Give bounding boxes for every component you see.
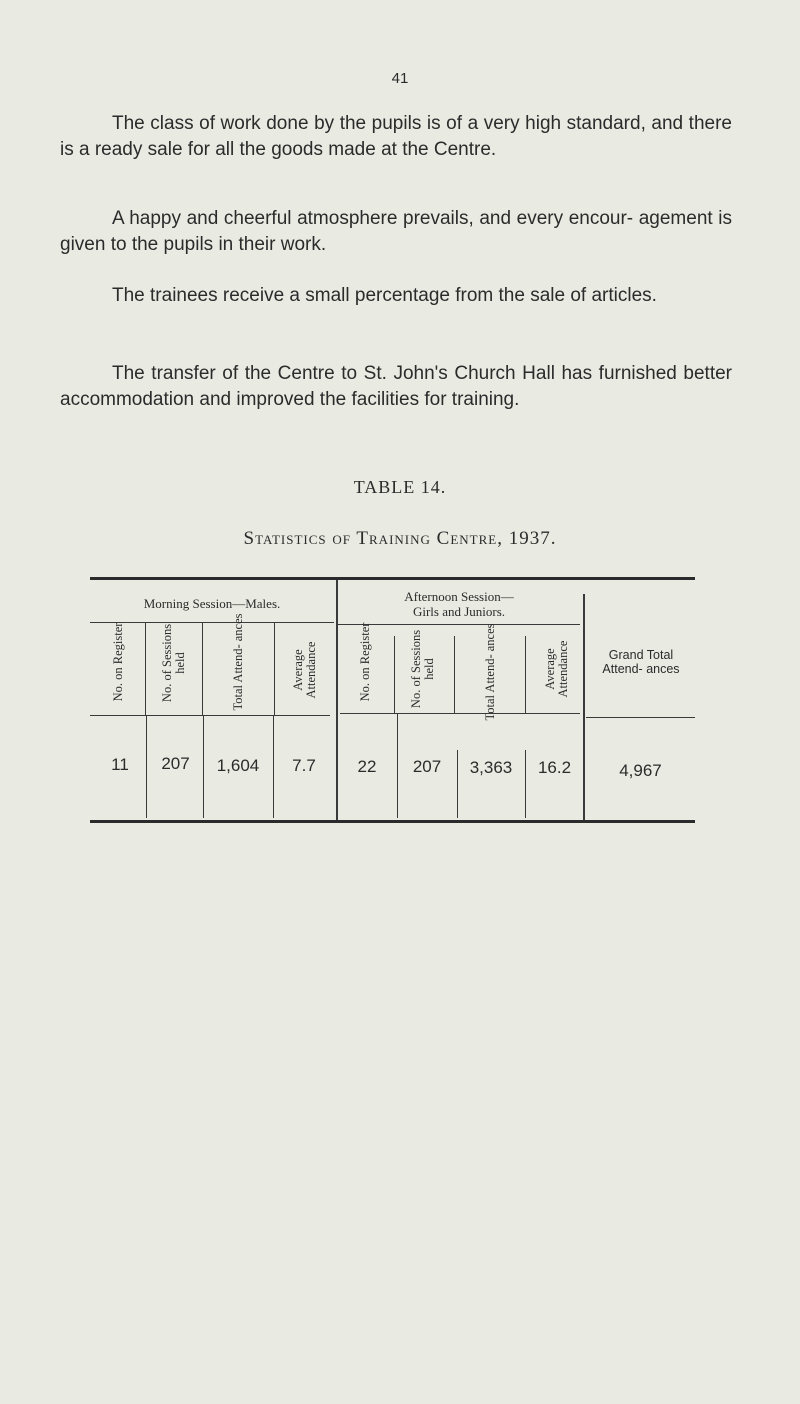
morning-data-divider-1 bbox=[146, 715, 147, 818]
morning-total-attendances-value: 1,604 bbox=[216, 756, 260, 775]
paragraph-transfer-of-centre: The transfer of the Centre to St. John's Church Hall has furnished better accommodation and improved the facilities for training. bbox=[60, 363, 732, 410]
afternoon-average-attendance-value: 16.2 bbox=[537, 758, 572, 777]
afternoon-header-line2: Girls and Juniors. bbox=[412, 604, 506, 619]
afternoon-no-of-sessions-value: 207 bbox=[412, 757, 442, 776]
morning-no-of-sessions-value: 207 bbox=[161, 754, 190, 773]
header-afternoon-average-attendance: Average Attendance bbox=[543, 640, 570, 698]
paragraph-class-of-work: The class of work done by the pupils is of a very high standard, and there is a ready sale for all the goods made at the Centre. bbox=[60, 113, 732, 160]
header-morning-average-attendance: Average Attendance bbox=[291, 641, 318, 699]
header-afternoon-total-attendances: Total Attend- ances bbox=[482, 623, 497, 721]
morning-no-on-register-value: 11 bbox=[111, 755, 129, 774]
header-afternoon-no-on-register: No. on Register bbox=[357, 622, 372, 702]
table-caption: Statistics of Training Centre, 1937. bbox=[243, 528, 557, 549]
header-afternoon-no-of-sessions: No. of Sessions held bbox=[409, 629, 436, 709]
afternoon-no-on-register-value: 22 bbox=[357, 757, 377, 776]
afternoon-header-line1: Afternoon Session— bbox=[404, 589, 514, 604]
header-grand-total-attendances: Grand Total Attend- ances bbox=[602, 648, 680, 676]
afternoon-total-attendances-value: 3,363 bbox=[469, 758, 513, 777]
paragraph-trainees-percentage: The trainees receive a small percentage from the sale of articles. bbox=[112, 285, 657, 306]
table-top-rule bbox=[90, 577, 695, 580]
grand-total-value: 4,967 bbox=[619, 761, 662, 780]
table-title: TABLE 14. bbox=[353, 477, 447, 497]
header-morning-no-of-sessions: No. of Sessions held bbox=[160, 623, 187, 703]
table-bottom-rule bbox=[90, 820, 695, 823]
header-morning-total-attendances: Total Attend- ances bbox=[230, 613, 245, 711]
paragraph-happy-atmosphere: A happy and cheerful atmosphere prevails, and every encour- agement is given to the pupils in their work. bbox=[60, 208, 732, 255]
morning-session-header: Morning Session—Males. bbox=[143, 596, 281, 611]
morning-average-attendance-value: 7.7 bbox=[292, 756, 316, 775]
rule-under-grand-total-head bbox=[586, 717, 695, 718]
header-morning-no-on-register: No. on Register bbox=[110, 622, 125, 702]
page-number: 41 bbox=[391, 70, 409, 87]
